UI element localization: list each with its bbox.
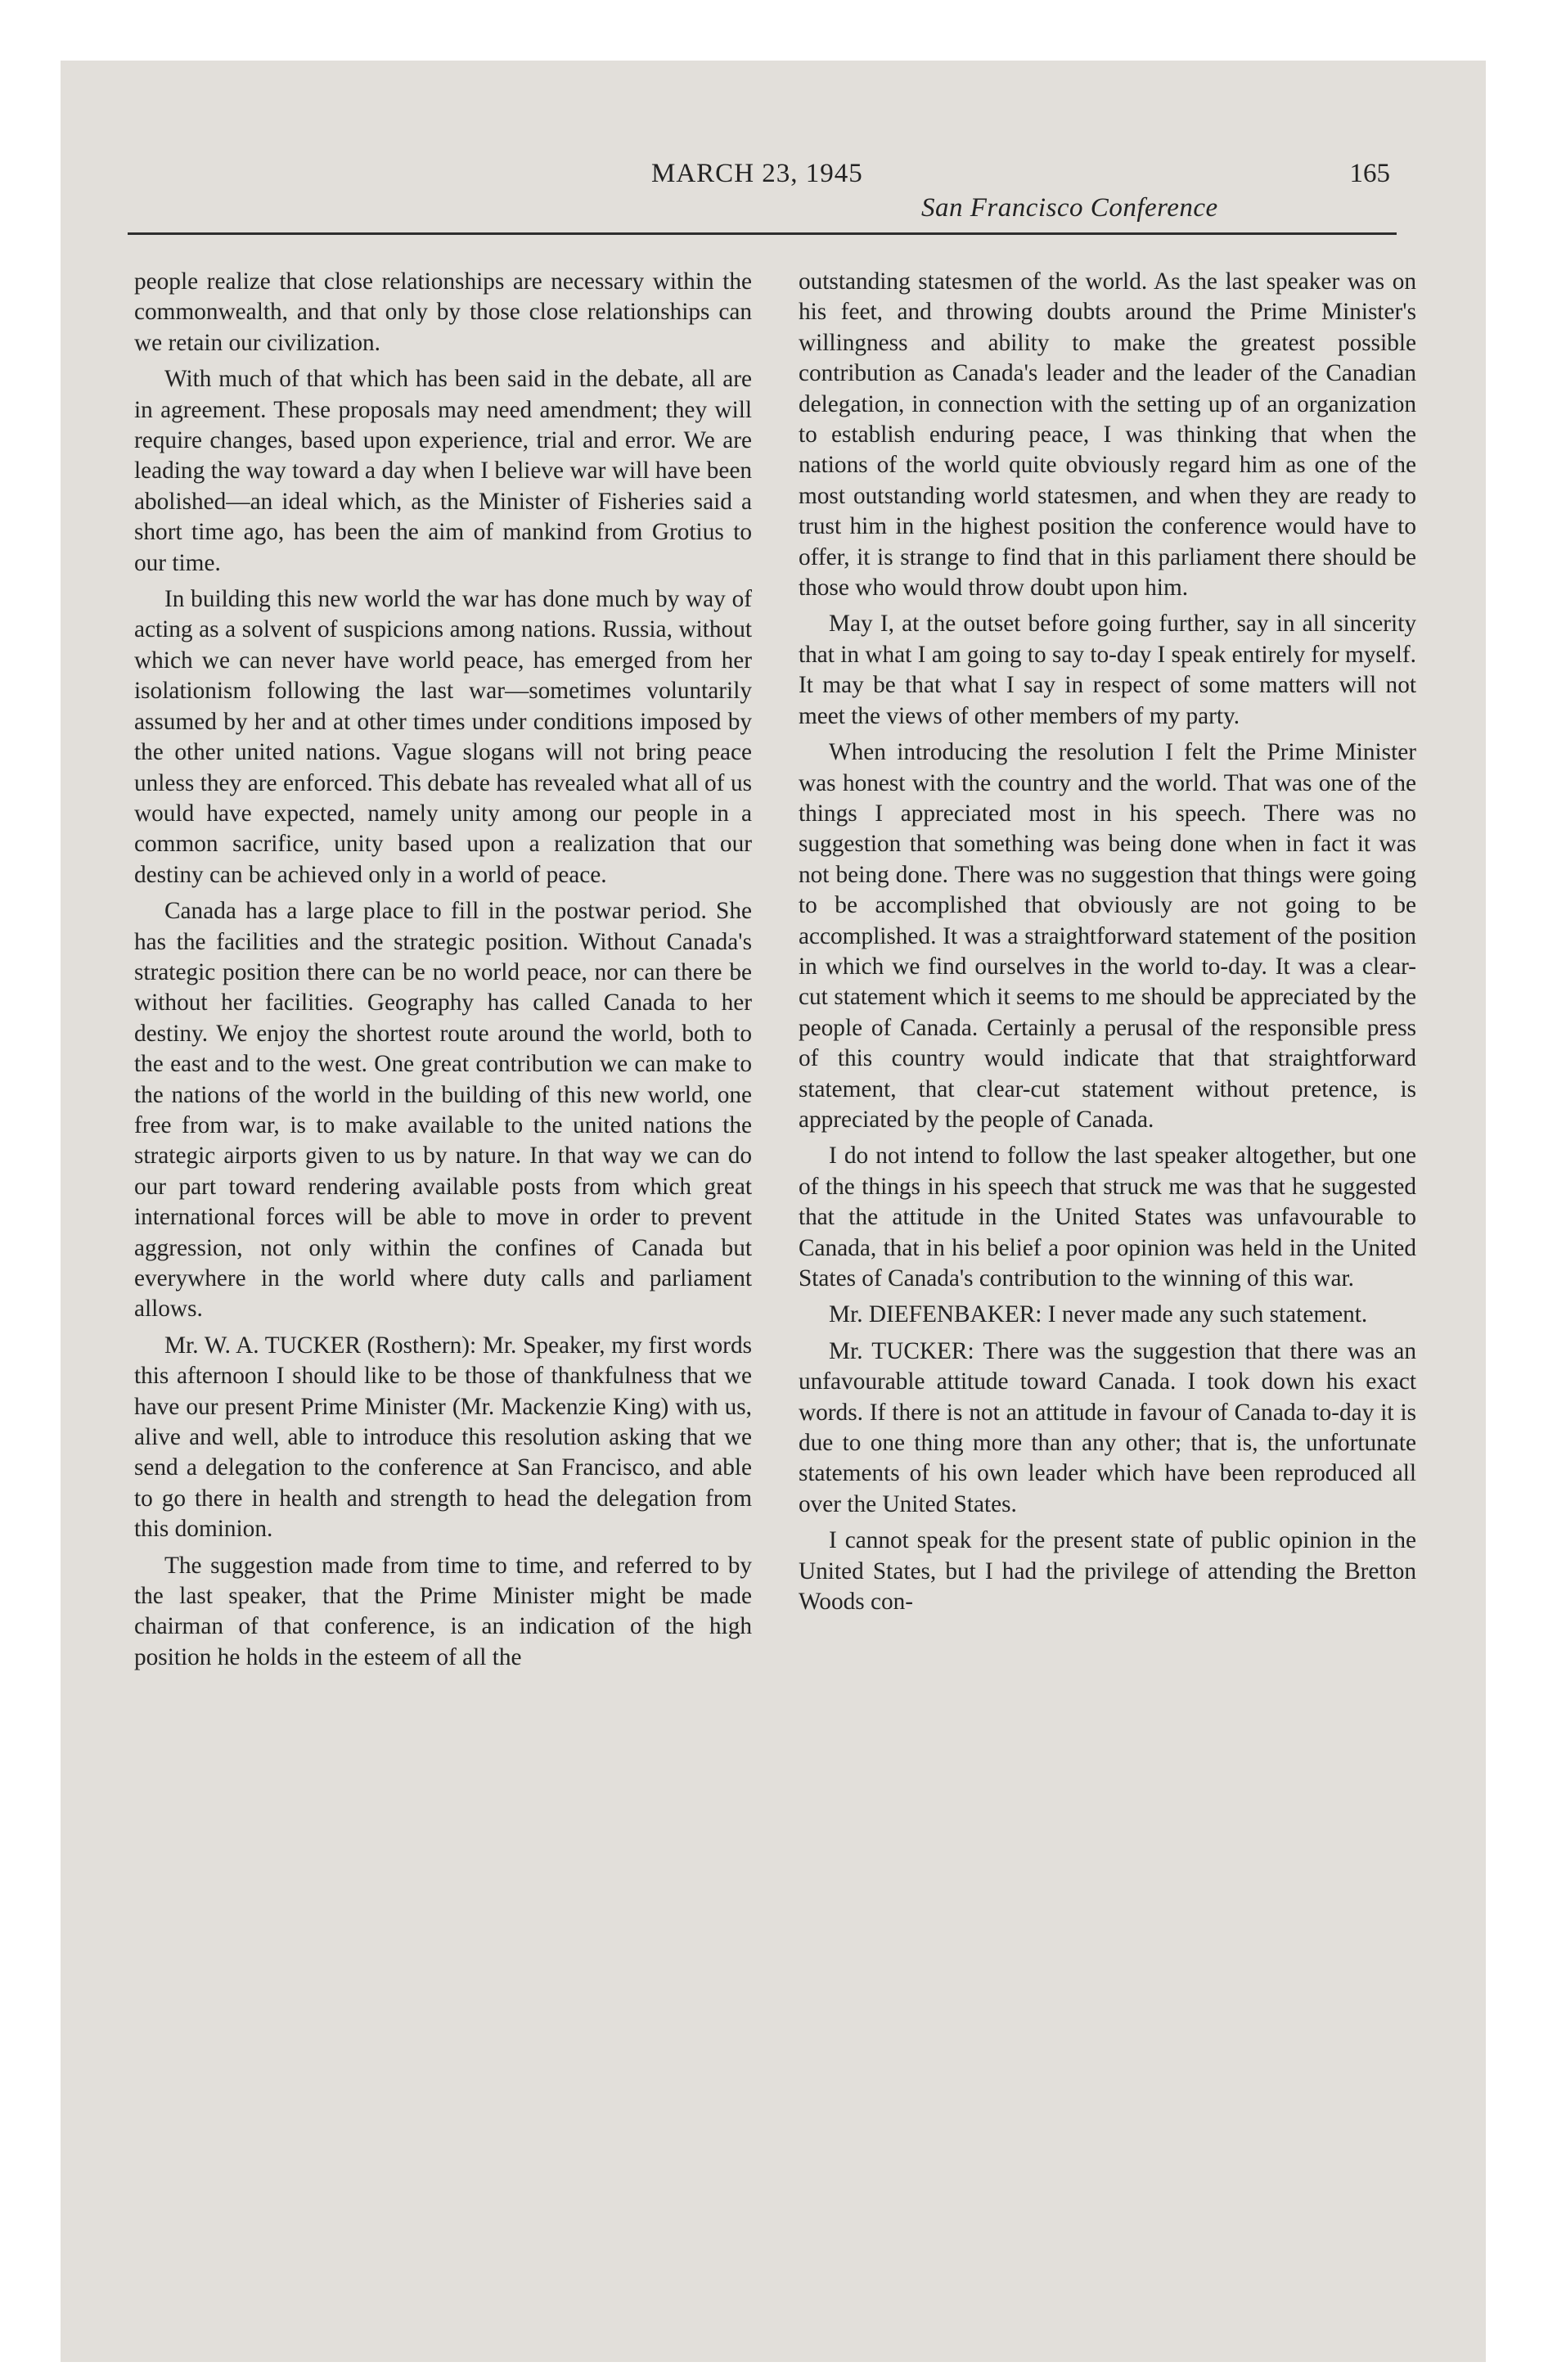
paragraph: The suggestion made from time to time, and referred to by the last speaker, that the Prime Minister might be made chairman of that conference, is an indication of the high position he holds in the esteem of all the xyxy=(134,1552,752,1670)
paragraph-continuation: people realize that close relationships are necessary within the commonwealth, and that only by those close relationships can we retain our civilization. xyxy=(134,268,752,356)
paragraph: When introducing the resolution I felt the Prime Minister was honest with the country and the world. That was one of the things I appreciated most in his speech. There was no suggestion that something was being done when in fact it was not being done. There was no suggestion that things were going to be accomplished that obviously are not going to be accomplished. It was a straightforward statement of the position in which we find ourselves in the world to-day. It was a clear-cut statement which it seems to me should be appreciated by the people of Canada. Certainly a perusal of the responsible press of this country would indicate that that straightforward statement, that clear-cut statement without pretence, is appreciated by the people of Canada. xyxy=(799,739,1416,1133)
paragraph-speaker-tucker: Mr. W. A. TUCKER (Rosthern): Mr. Speaker, my first words this afternoon I should like to be those of thankfulness that we have our present Prime Minister (Mr. Mackenzie King) with us, alive and well, able to introduce this resolution asking that we send a delegation to the conference at San Francisco, and able to go there in health and strength to head the delegation from this dominion. xyxy=(134,1332,752,1543)
paragraph-speaker-diefenbaker: Mr. DIEFENBAKER: I never made any such statement. xyxy=(829,1301,1368,1328)
header-rule xyxy=(128,232,1397,235)
left-column xyxy=(134,267,752,1679)
paragraph: With much of that which has been said in the debate, all are in agreement. These proposals may need amendment; they will require changes, based upon experience, trial and error. We are leading the way toward a day when I believe war will have been abolished—an ideal which, as the Minister of Fisheries said a short time ago, has been the aim of mankind from Grotius to our time. xyxy=(134,366,752,576)
header-date: MARCH 23, 1945 xyxy=(651,159,863,188)
page-number: 165 xyxy=(1349,159,1390,188)
paragraph-speaker-tucker: Mr. TUCKER: There was the suggestion that there was an unfavourable attitude toward Canada. I took down his exact words. If there is not an attitude in favour of Canada to-day it is due to one thing more than any other; that is, the unfortunate statements of his own leader which have been reproduced all over the United States. xyxy=(799,1337,1416,1517)
paragraph: Canada has a large place to fill in the postwar period. She has the facilities and the strategic position. Without Canada's strategic position there can be no world peace, nor can there be without her facilities. Geography has called Canada to her destiny. We enjoy the shortest route around the world, both to the east and to the west. One great contribution we can make to the nations of the world in the building of this new world, one free from war, is to make available to the united nations the strategic airports given to us by nature. In that way we can do our part toward rendering available posts from which great international forces will be able to move in order to prevent aggression, not only within the confines of Canada but everywhere in the world where duty calls and parliament allows. xyxy=(134,898,752,1323)
header-subtitle: San Francisco Conference xyxy=(921,193,1218,223)
paragraph: May I, at the outset before going further, say in all sincerity that in what I am going to say to-day I speak entirely for myself. It may be that what I say in respect of some matters will not meet the views of other members of my party. xyxy=(799,611,1417,729)
right-column xyxy=(799,267,1416,1623)
paragraph-continuation: outstanding statesmen of the world. As the last speaker was on his feet, and throwing doubts around the Prime Minister's willingness and ability to make the greatest possible contribution as Canada's leader and the leader of the Canadian delegation, in connection with the setting up of an organization to establish enduring peace, I was thinking that when the nations of the world quite obviously regard him as one of the most outstanding world statesmen, and when they are ready to trust him in the highest position the conference would have to offer, it is strange to find that in this parliament there should be those who would throw doubt upon him. xyxy=(799,268,1416,602)
paragraph: In building this new world the war has done much by way of acting as a solvent of suspicions among nations. Russia, without which we can never have world peace, has emerged from her isolationism following the last war—sometimes voluntarily assumed by her and at other times under conditions imposed by the other united nations. Vague slogans will not bring peace unless they are enforced. This debate has revealed what all of us would have expected, namely unity among our people in a common sacrifice, unity based upon a realization that our destiny can be achieved only in a world of peace. xyxy=(134,586,752,888)
paragraph: I cannot speak for the present state of public opinion in the United States, but I had the privilege of attending the Bretton Woods con- xyxy=(799,1527,1416,1616)
page-header xyxy=(128,154,1397,242)
paragraph: I do not intend to follow the last speaker altogether, but one of the things in his speech that struck me was that he suggested that the attitude in the United States was unfavourable to Canada, that in his belief a poor opinion was held in the United States of Canada's contribution to the winning of this war. xyxy=(799,1143,1416,1291)
